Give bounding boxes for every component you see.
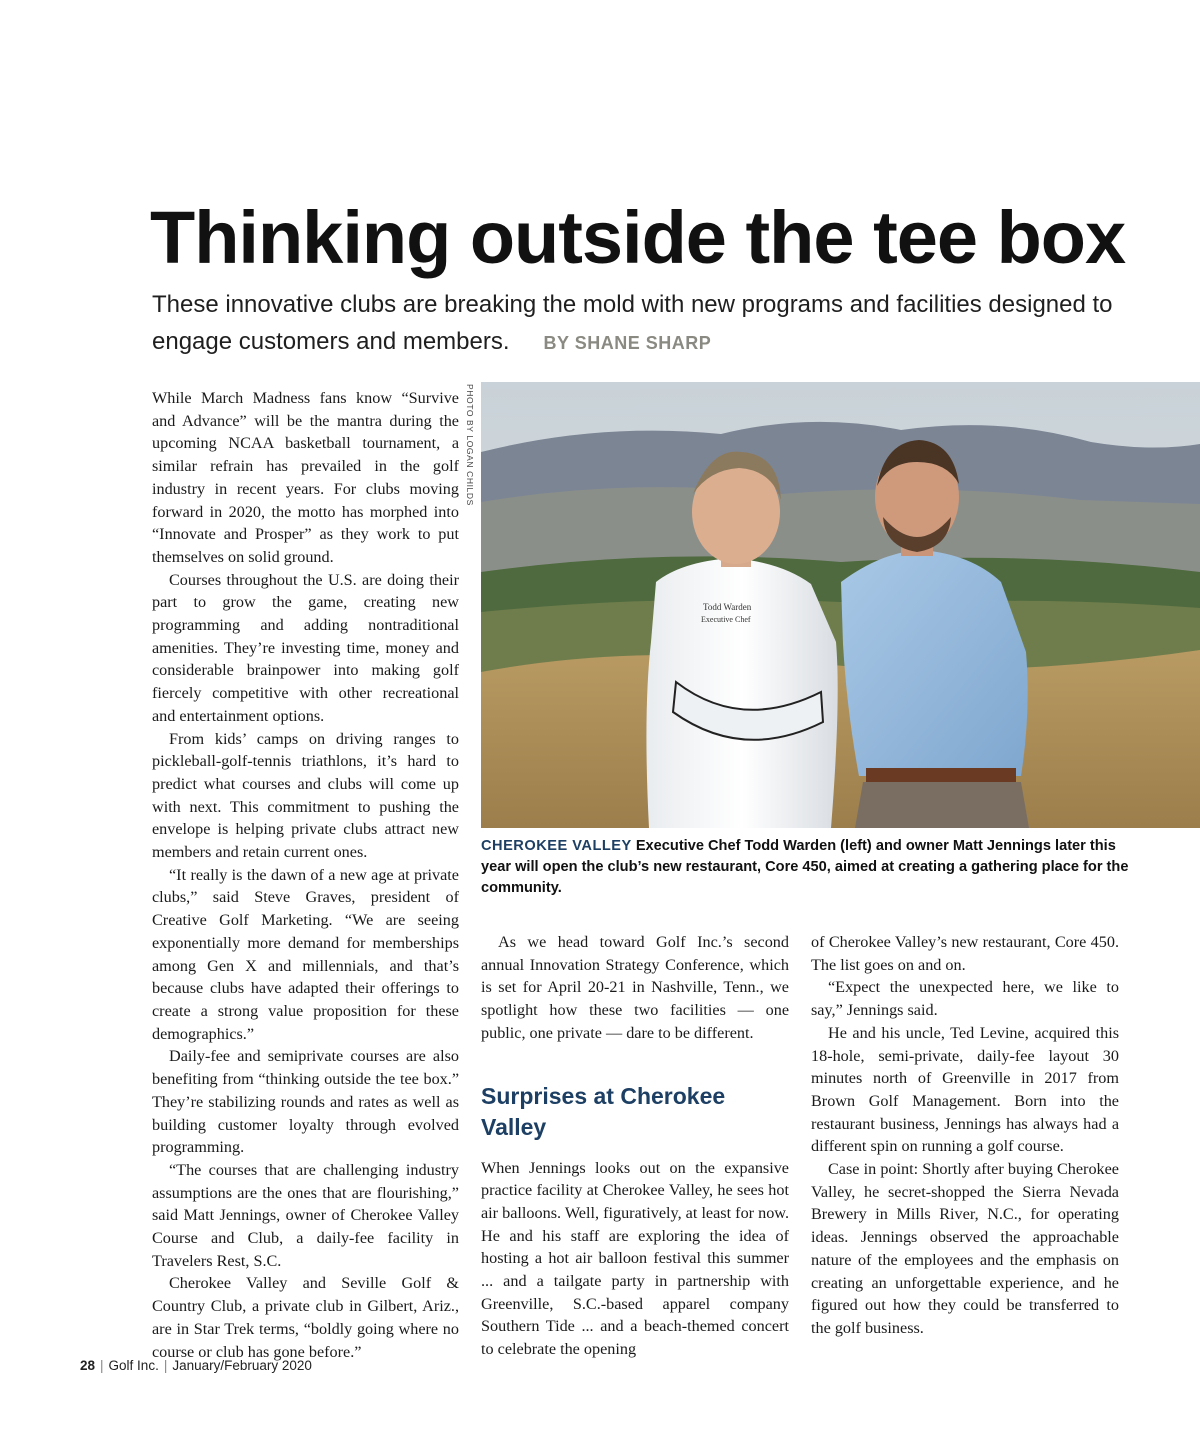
jacket-name: Todd Warden <box>703 602 752 612</box>
section-subhead: Surprises at Cherokee Valley <box>481 1082 726 1140</box>
paragraph: When Jennings looks out on the expansive practice facility at Cherokee Valley, he sees hot air balloons. Well, figuratively, at least for now. He and his staff are exploring the idea of hosting a hot air balloon festival this summer ... and a tailgate party in partnership with Greenville, S.C.-based apparel company Southern Tide ... and a beach-themed concert to celebrate the opening <box>481 1158 789 1359</box>
paragraph: As we head toward Golf Inc.’s second annual Innovation Strategy Conference, which is set for April 20-21 in Nashville, Tenn., we spotlight how these two facilities — one public, one private — dare to be different. <box>481 933 789 1042</box>
byline: BY SHANE SHARP <box>543 333 712 353</box>
deck-text: These innovative clubs are breaking the mold with new programs and facilities designed to engage customers and members. <box>152 291 1113 355</box>
column-3 <box>811 931 1119 1340</box>
caption-text: Executive Chef Todd Warden (left) and owner Matt Jennings later this year will open the club’s new restaurant, Core 450, aimed at creating a gathering place for the community. <box>481 838 1129 896</box>
paragraph: “Expect the unexpected here, we like to say,” Jennings said. <box>811 978 1119 1020</box>
paragraph: From kids’ camps on driving ranges to pickleball-golf-tennis triathlons, it’s hard to predict what courses and clubs will come up with next. This commitment to pushing the envelope is helping private clubs attract new members and retain current ones. <box>152 729 459 862</box>
paragraph: Courses throughout the U.S. are doing their part to grow the game, creating new programming and adding nontraditional amenities. They’re investing time, money and considerable brainpower into making golf fiercely competitive with other recreational and entertainment options. <box>152 570 459 725</box>
paragraph: Daily-fee and semiprivate courses are also benefiting from “thinking outside the tee box.” They’re stabilizing rounds and rates as well as building customer loyalty through evolved programming. <box>152 1047 459 1157</box>
paragraph: Case in point: Shortly after buying Cherokee Valley, he secret-shopped the Sierra Nevada Brewery in Mills River, N.C., for operating ideas. Jennings observed the approachable nature of the employees and the emphasis on creating an unforgettable experience, and he figured out how they could be transferred to the golf business. <box>811 1160 1119 1337</box>
publication-name: Golf Inc. <box>108 1358 159 1373</box>
photo-credit-text: PHOTO BY LOGAN CHILDS <box>465 384 475 506</box>
caption-lead: CHEROKEE VALLEY <box>481 838 632 854</box>
paragraph: “The courses that are challenging industry assumptions are the ones that are flourishing,” said Matt Jennings, owner of Cherokee Valley Course and Club, a daily-fee facility in Travelers Rest, S.C. <box>152 1160 459 1270</box>
photo-illustration <box>481 382 1200 828</box>
photo-caption <box>481 836 1141 899</box>
photo-credit <box>459 384 481 504</box>
headline: Thinking outside the tee box <box>150 196 1126 279</box>
column-2 <box>481 931 789 1361</box>
column-1 <box>152 387 459 1363</box>
footer-separator: | <box>100 1358 104 1373</box>
paragraph: “It really is the dawn of a new age at private clubs,” said Steve Graves, president of Creative Golf Marketing. “We are seeing exponentially more demand for memberships among Gen X and millennials, and that’s because clubs have adapted their offerings to create a strong value proposition for these demographics.” <box>152 865 459 1043</box>
jacket-title: Executive Chef <box>701 615 751 624</box>
paragraph: Cherokee Valley and Seville Golf & Country Club, a private club in Gilbert, Ariz., are in Star Trek terms, “boldly going where no course or club has gone before.” <box>152 1274 459 1361</box>
deck <box>152 286 1152 362</box>
issue-date: January/February 2020 <box>172 1358 312 1373</box>
feature-photo <box>481 382 1200 828</box>
page-number: 28 <box>80 1358 96 1373</box>
paragraph: of Cherokee Valley’s new restaurant, Core 450. The list goes on and on. <box>811 933 1119 974</box>
paragraph: He and his uncle, Ted Levine, acquired this 18-hole, semi-private, daily-fee layout 30 minutes north of Greenville in 2017 from Brown Golf Management. Born into the restaurant business, Jennings has always had a different spin on running a golf course. <box>811 1023 1119 1156</box>
page-footer <box>80 1358 312 1373</box>
paragraph: While March Madness fans know “Survive and Advance” will be the mantra during the upcoming NCAA basketball tournament, a similar refrain has prevailed in the golf industry in recent years. For clubs moving forward in 2020, the motto has morphed into “Innovate and Prosper” as they work to put themselves on solid ground. <box>152 389 459 566</box>
footer-separator: | <box>163 1358 168 1373</box>
